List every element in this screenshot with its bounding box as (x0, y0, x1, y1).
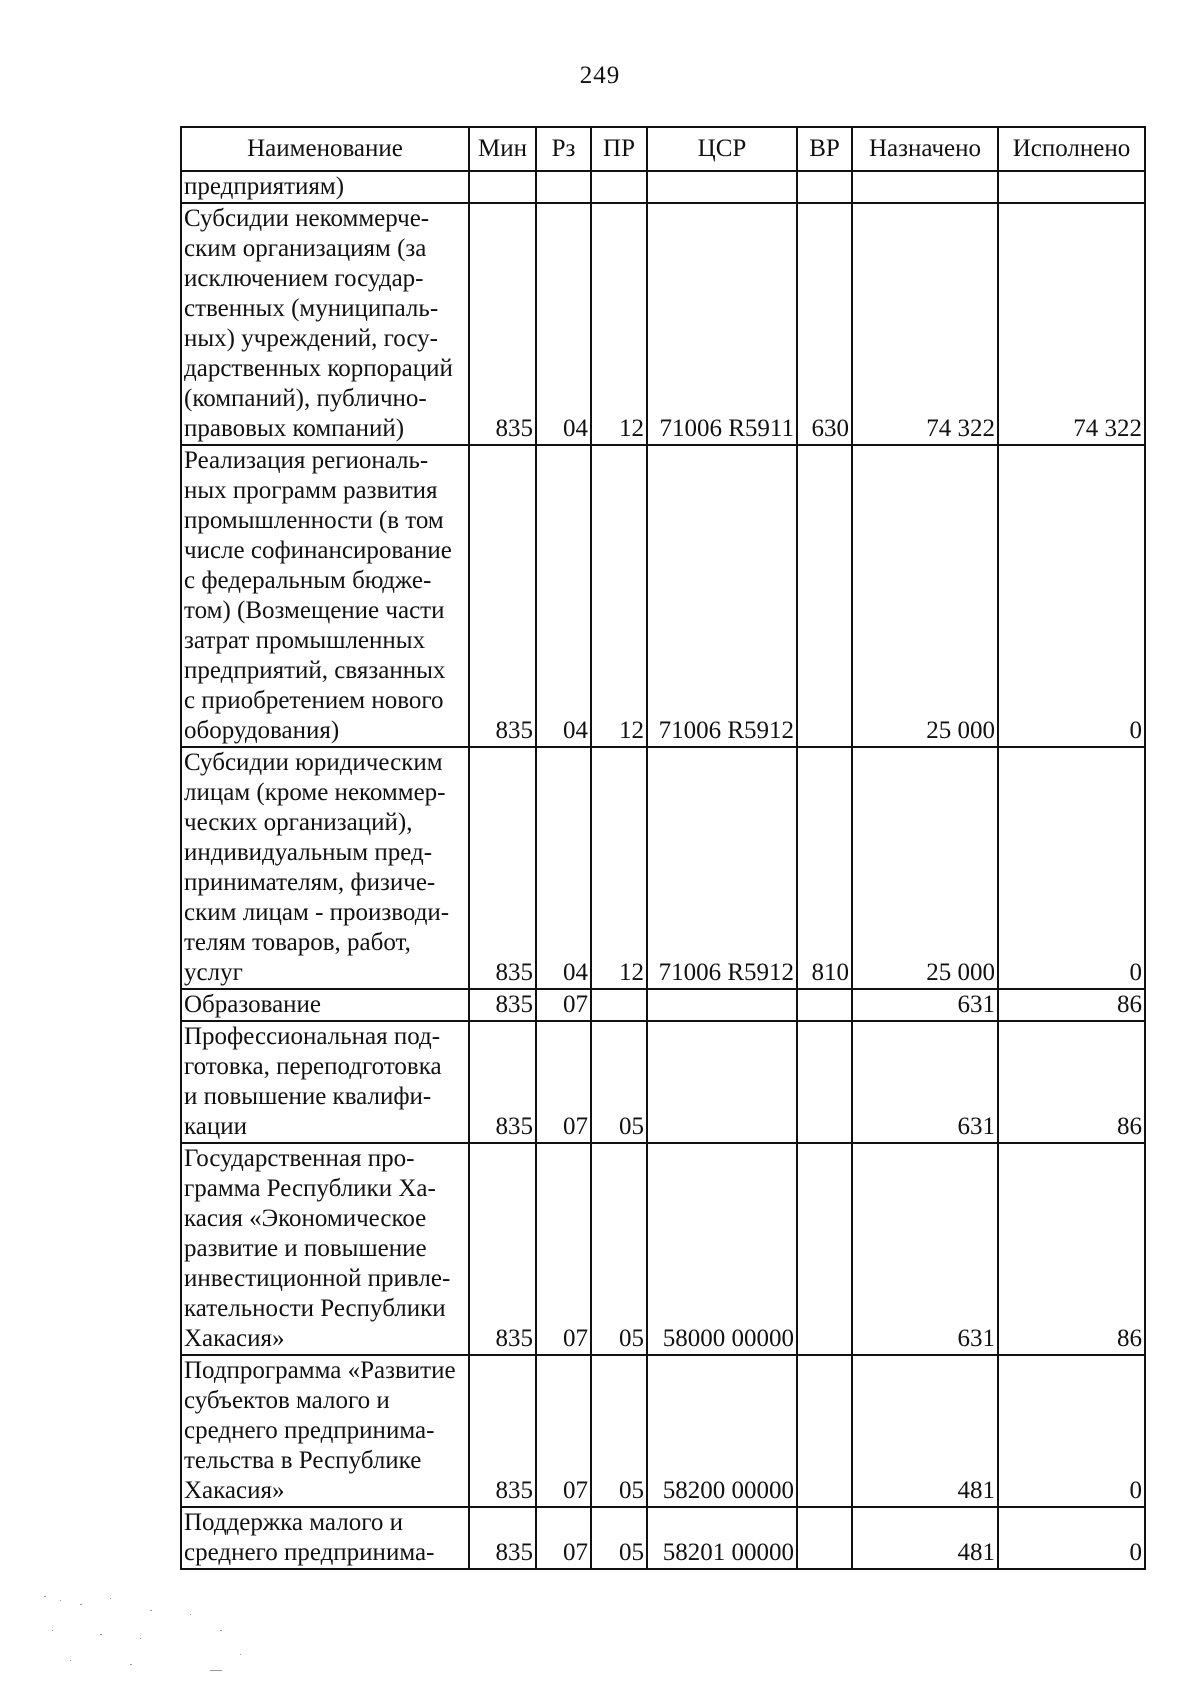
cell-min: 835 (469, 203, 536, 445)
cell-name: Субсидии некоммерче- ским организациям (за исключением государ- ственных (муниципаль- ных) учреждений, госу- дарственных корпораций (компаний), публично- правовых компаний) (181, 203, 469, 445)
cell-csr: 71006 R5912 (647, 747, 797, 989)
cell-executed (998, 171, 1145, 203)
table-row (181, 203, 1145, 445)
cell-rz: 07 (536, 1507, 591, 1569)
cell-name: предприятиям) (181, 171, 469, 203)
cell-vr (797, 1355, 852, 1507)
cell-assigned: 481 (852, 1355, 998, 1507)
cell-rz: 04 (536, 203, 591, 445)
cell-min: 835 (469, 747, 536, 989)
header-name: Наименование (181, 127, 469, 171)
header-row (181, 127, 1145, 171)
table-row (181, 171, 1145, 203)
cell-executed: 0 (998, 747, 1145, 989)
cell-min: 835 (469, 989, 536, 1021)
table-row (181, 1143, 1145, 1355)
cell-rz: 07 (536, 989, 591, 1021)
scan-noise (40, 1590, 280, 1680)
cell-vr: 630 (797, 203, 852, 445)
cell-name: Реализация региональ- ных программ развития промышленности (в том числе софинансирование с федеральным бюдже- том) (Возмещение части затрат промышленных предприятий, связанных с приобретением нового оборудования) (181, 445, 469, 747)
cell-name: Подпрограмма «Развитие субъектов малого и среднего предпринима- тельства в Республике Хакасия» (181, 1355, 469, 1507)
cell-assigned: 631 (852, 1143, 998, 1355)
table-row (181, 1021, 1145, 1143)
cell-name: Субсидии юридическим лицам (кроме некоммер- ческих организаций), индивидуальным пред- принимателям, физиче- ским лицам - производи- телям товаров, работ, услуг (181, 747, 469, 989)
cell-csr: 58000 00000 (647, 1143, 797, 1355)
cell-vr (797, 989, 852, 1021)
header-csr: ЦСР (647, 127, 797, 171)
header-executed: Исполнено (998, 127, 1145, 171)
cell-assigned: 25 000 (852, 445, 998, 747)
cell-executed: 0 (998, 445, 1145, 747)
cell-min: 835 (469, 1021, 536, 1143)
header-pr: ПР (591, 127, 647, 171)
cell-csr: 71006 R5912 (647, 445, 797, 747)
cell-assigned (852, 171, 998, 203)
cell-rz (536, 171, 591, 203)
cell-rz: 07 (536, 1355, 591, 1507)
cell-vr (797, 171, 852, 203)
table-row (181, 747, 1145, 989)
cell-executed: 86 (998, 1021, 1145, 1143)
cell-name: Образование (181, 989, 469, 1021)
cell-assigned: 631 (852, 1021, 998, 1143)
cell-pr: 12 (591, 747, 647, 989)
cell-executed: 86 (998, 1143, 1145, 1355)
cell-csr: 71006 R5911 (647, 203, 797, 445)
cell-vr: 810 (797, 747, 852, 989)
cell-pr: 05 (591, 1507, 647, 1569)
cell-pr: 05 (591, 1355, 647, 1507)
cell-name: Государственная про- грамма Республики Ха- касия «Экономическое развитие и повышение инвестиционной привле- кательности Республики Хакасия» (181, 1143, 469, 1355)
cell-csr (647, 989, 797, 1021)
cell-pr: 12 (591, 203, 647, 445)
cell-min: 835 (469, 1507, 536, 1569)
header-vr: ВР (797, 127, 852, 171)
page-number: 249 (579, 62, 621, 89)
budget-table (180, 126, 1146, 1570)
cell-min (469, 171, 536, 203)
table-row (181, 445, 1145, 747)
cell-csr: 58201 00000 (647, 1507, 797, 1569)
cell-rz: 07 (536, 1143, 591, 1355)
cell-pr: 12 (591, 445, 647, 747)
cell-assigned: 74 322 (852, 203, 998, 445)
cell-assigned: 631 (852, 989, 998, 1021)
table-row (181, 1355, 1145, 1507)
table-row (181, 989, 1145, 1021)
cell-vr (797, 1143, 852, 1355)
cell-rz: 04 (536, 445, 591, 747)
cell-csr (647, 171, 797, 203)
cell-executed: 0 (998, 1355, 1145, 1507)
cell-name: Поддержка малого и среднего предпринима- (181, 1507, 469, 1569)
cell-pr: 05 (591, 1143, 647, 1355)
cell-csr (647, 1021, 797, 1143)
cell-pr: 05 (591, 1021, 647, 1143)
cell-assigned: 25 000 (852, 747, 998, 989)
header-min: Мин (469, 127, 536, 171)
cell-executed: 0 (998, 1507, 1145, 1569)
cell-min: 835 (469, 445, 536, 747)
cell-min: 835 (469, 1143, 536, 1355)
cell-vr (797, 1021, 852, 1143)
cell-vr (797, 1507, 852, 1569)
cell-min: 835 (469, 1355, 536, 1507)
cell-rz: 07 (536, 1021, 591, 1143)
cell-pr (591, 171, 647, 203)
cell-executed: 74 322 (998, 203, 1145, 445)
cell-assigned: 481 (852, 1507, 998, 1569)
header-rz: Рз (536, 127, 591, 171)
cell-vr (797, 445, 852, 747)
cell-executed: 86 (998, 989, 1145, 1021)
cell-name: Профессиональная под- готовка, переподготовка и повышение квалифи- кации (181, 1021, 469, 1143)
cell-rz: 04 (536, 747, 591, 989)
header-assigned: Назначено (852, 127, 998, 171)
table-row (181, 1507, 1145, 1569)
cell-csr: 58200 00000 (647, 1355, 797, 1507)
cell-pr (591, 989, 647, 1021)
